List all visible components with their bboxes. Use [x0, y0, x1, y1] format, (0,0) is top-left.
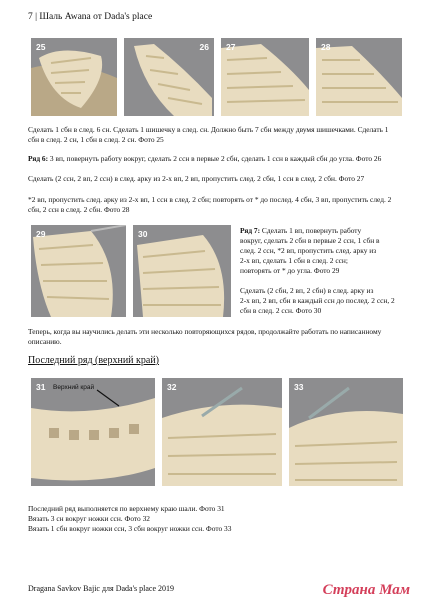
- photo-28: [316, 38, 402, 116]
- photo-30: [133, 225, 231, 317]
- paragraph-row6: [28, 154, 400, 164]
- row6-label: Ряд 6:: [28, 154, 49, 163]
- photo-number: 31: [36, 382, 46, 392]
- paragraph-continue: Теперь, когда вы научились делать эти несколько повторяющихся рядов, продолжайте работать по написанному описанию.: [28, 327, 382, 346]
- photo-number: 33: [294, 382, 304, 392]
- paragraph-row5-end: Сделать 1 сбн в след. 6 сн. Сделать 1 шишечку в след. сн. Должно быть 7 сбн между двумя шишечками. Сделать 1 сбн в след. 2 сн, 1 сбн в след. 2 сн. Фото 25: [28, 125, 389, 144]
- photo-number: 27: [226, 42, 236, 52]
- row6-text: 3 вп, повернуть работу вокруг, сделать 2 ссн в первые 2 сбн, сделать 1 ссн в каждый сбн до угла. Фото 26: [48, 154, 382, 163]
- pointer-arrow: [97, 390, 119, 406]
- photo-27: [221, 38, 309, 116]
- photo-32: [162, 378, 282, 486]
- crochet-image-32: [162, 378, 282, 486]
- photo-number: 30: [138, 229, 148, 239]
- top-edge-label: Верхний край: [53, 384, 95, 391]
- photo-25: [31, 38, 117, 116]
- photo-26: [124, 38, 214, 116]
- row7-label: Ряд 7:: [240, 226, 261, 235]
- photo-number: 28: [321, 42, 331, 52]
- final-instructions: Последний ряд выполняется по верхнему краю шали. Фото 31 Вязать 3 сн вокруг ножки ссн. Фото 32 Вязать 1 сбн вокруг ножки ссн, 3 сбн вокруг ножки ссн. Фото 33: [28, 504, 232, 533]
- photo-number: 32: [167, 382, 177, 392]
- photo-29: [31, 225, 126, 317]
- paragraph-row7: Ряд 7: Сделать 1 вп, повернуть работу вокруг, сделать 2 сбн в первые 2 ссн, 1 сбн в след. 2 ссн, *2 вп, пропустить след. арку из 2-х вп, сделать 1 сбн в след. 2 ссн; повторять от * до угла. Фото 29: [240, 226, 380, 275]
- photo-31: [31, 378, 155, 486]
- paragraph-row6-line2: Сделать (2 ссн, 2 вп, 2 ссн) в след. арку из 2-х вп, 2 вп, пропустить след. 2 сбн, 1 ссн в след. 2 сбн. Фото 27: [28, 174, 365, 183]
- photo-number: 25: [36, 42, 46, 52]
- crochet-image-30: [133, 225, 231, 317]
- photo-33: [289, 378, 403, 486]
- photo-number: 29: [36, 229, 46, 239]
- photo-number: 26: [199, 42, 209, 52]
- paragraph-row6-line3: *2 вп, пропустить след. арку из 2-х вп, 1 ссн в след. 2 сбн; повторять от * до послед. 4 сбн, 3 вп, пропустить след. 2 сбн, 2 ссн в след. 2 сбн. Фото 28: [28, 195, 392, 214]
- section-heading-last-row: Последний ряд (верхний край): [28, 355, 160, 366]
- crochet-image-33: [289, 378, 403, 486]
- page-header: 7 | Шаль Awana от Dada's place: [28, 12, 153, 22]
- watermark-logo: Страна Мам: [322, 582, 410, 598]
- footer-credit: Dragana Savkov Bajic для Dada's place 2019: [28, 584, 175, 593]
- paragraph-row7-part2: Сделать (2 сбн, 2 вп, 2 сбн) в след. арку из 2-х вп, 2 вп, сбн в каждый ссн до послед. 2 ссн, 2 сбн в след. 2 ссн. Фото 30: [240, 286, 395, 315]
- crochet-image-31: [31, 378, 155, 486]
